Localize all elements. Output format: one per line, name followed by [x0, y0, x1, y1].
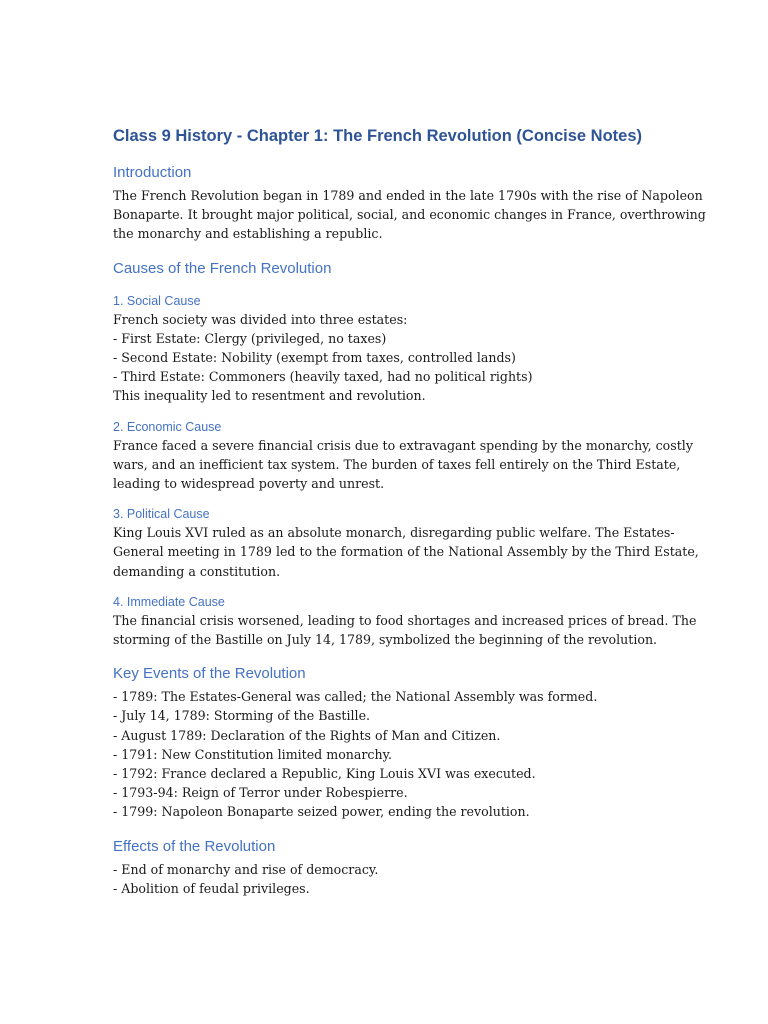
list-item: - 1789: The Estates-General was called; the National Assembly was formed. — [113, 689, 598, 705]
list-item: - 1791: New Constitution limited monarchy. — [113, 746, 393, 762]
political-cause-paragraph — [113, 523, 699, 581]
economic-cause-paragraph — [113, 436, 693, 494]
text-line: - Third Estate: Commoners (heavily taxed, had no political rights) — [113, 369, 533, 385]
political-cause-heading: 3. Political Cause — [113, 507, 210, 522]
text-line: Bonaparte. It brought major political, social, and economic changes in France, overthrowing — [113, 207, 706, 223]
introduction-heading: Introduction — [113, 164, 192, 181]
text-line: wars, and an inefficient tax system. The burden of taxes fell entirely on the Third Estate, — [113, 456, 681, 472]
social-cause-paragraph — [113, 310, 658, 406]
text-line: General meeting in 1789 led to the formation of the National Assembly by the Third Estate, — [113, 544, 699, 560]
text-line: storming of the Bastille on July 14, 1789, symbolized the beginning of the revolution. — [113, 632, 658, 648]
text-line: - Second Estate: Nobility (exempt from taxes, controlled lands) — [113, 350, 516, 366]
text-line: France faced a severe financial crisis due to extravagant spending by the monarchy, costly — [113, 437, 693, 453]
list-item: - July 14, 1789: Storming of the Bastille. — [113, 708, 371, 724]
text-line: This inequality led to resentment and revolution. — [113, 388, 426, 404]
effects-heading: Effects of the Revolution — [113, 837, 276, 855]
list-item: - End of monarchy and rise of democracy. — [113, 861, 379, 877]
effects-list — [113, 860, 658, 898]
text-line: The financial crisis worsened, leading to food shortages and increased prices of bread. The — [113, 612, 697, 628]
document-title: Class 9 History - Chapter 1: The French Revolution (Concise Notes) — [113, 127, 643, 145]
list-item: - 1793-94: Reign of Terror under Robespierre. — [113, 785, 408, 801]
text-line: demanding a constitution. — [113, 563, 281, 579]
introduction-paragraph — [113, 186, 706, 244]
list-item: - Abolition of feudal privileges. — [113, 880, 310, 896]
immediate-cause-heading: 4. Immediate Cause — [113, 594, 225, 609]
list-item: - August 1789: Declaration of the Rights of Man and Citizen. — [113, 727, 501, 743]
text-line: the monarchy and establishing a republic. — [113, 226, 383, 242]
text-line: French society was divided into three estates: — [113, 311, 408, 327]
list-item: - 1799: Napoleon Bonaparte seized power, ending the revolution. — [113, 804, 530, 820]
text-line: - First Estate: Clergy (privileged, no taxes) — [113, 330, 387, 346]
text-line: The French Revolution began in 1789 and ended in the late 1790s with the rise of Napoleon — [113, 188, 703, 203]
text-line: King Louis XVI ruled as an absolute monarch, disregarding public welfare. The Estates- — [113, 525, 675, 541]
economic-cause-heading: 2. Economic Cause — [113, 419, 222, 434]
key-events-heading: Key Events of the Revolution — [113, 665, 306, 683]
immediate-cause-paragraph — [113, 611, 697, 649]
list-item: - 1792: France declared a Republic, King Louis XVI was executed. — [113, 766, 536, 782]
key-events-list — [113, 687, 658, 821]
text-line: leading to widespread poverty and unrest. — [113, 476, 385, 492]
social-cause-heading: 1. Social Cause — [113, 293, 201, 308]
causes-heading: Causes of the French Revolution — [113, 259, 332, 277]
